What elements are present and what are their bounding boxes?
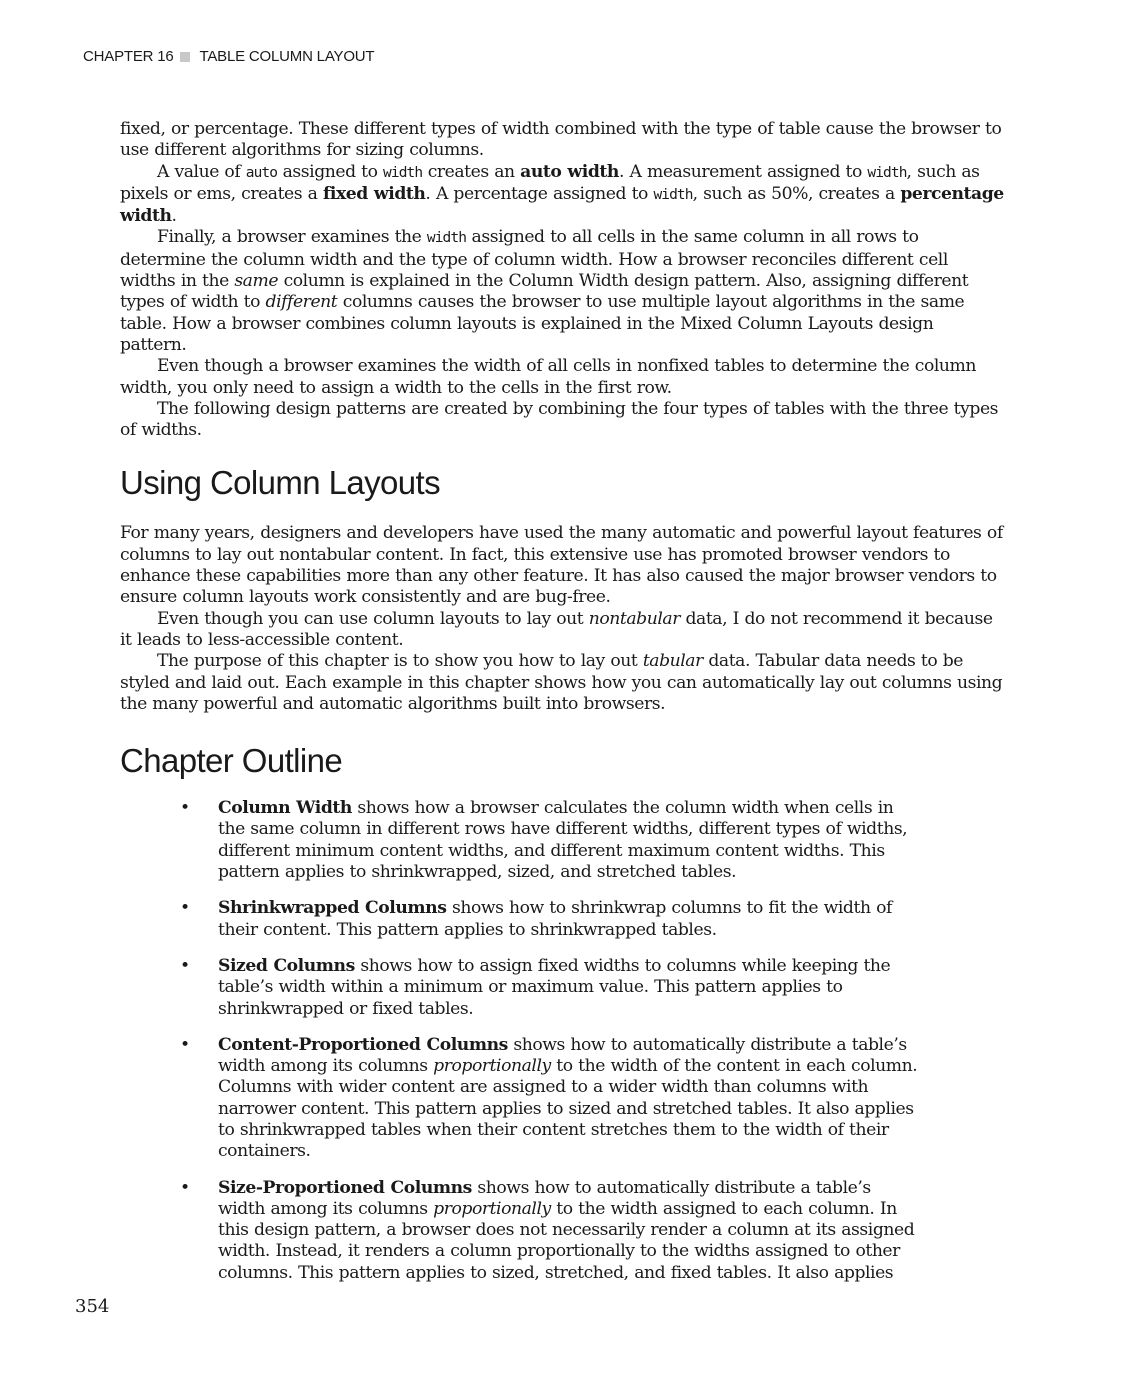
text: assigned to all cells in the same column in all rows to determine the column width and the type of column width. How a browser reconciles different cell widths in the xyxy=(120,227,948,292)
page-number: 354 xyxy=(75,1296,110,1317)
section-heading-using-column-layouts: Using Column Layouts xyxy=(120,464,440,502)
text: shows how to assign fixed widths to columns while keeping the table’s width within a minimum or maximum value. This pattern applies to shrinkwrapped or fixed tables. xyxy=(218,955,891,1019)
code-auto: auto xyxy=(245,164,278,181)
code-width: width xyxy=(653,186,693,203)
chapter-outline-list xyxy=(120,798,1005,1284)
text: . A measurement assigned to xyxy=(618,161,868,182)
text: The purpose of this chapter is to show you how to lay out xyxy=(157,651,643,672)
using-paragraph-3 xyxy=(120,651,1005,715)
list-item xyxy=(180,1177,918,1284)
term-auto-width: auto width xyxy=(520,161,619,182)
text: creates an xyxy=(422,161,521,182)
page-content xyxy=(120,119,1005,1299)
list-item xyxy=(180,798,918,883)
using-paragraph-2 xyxy=(120,609,1005,652)
intro-paragraph-1: fixed, or percentage. These different types of width combined with the type of table cause the browser to use different algorithms for sizing columns. xyxy=(120,119,1002,161)
intro-paragraph-4: Even though a browser examines the width of all cells in nonfixed tables to determine the column width, you only need to assign a width to the cells in the first row. xyxy=(120,356,977,398)
code-width: width xyxy=(383,164,423,181)
text: data, I do not recommend it because it leads to less-accessible content. xyxy=(120,608,993,650)
emphasis-same: same xyxy=(234,271,279,292)
pattern-title-sized-columns: Sized Columns xyxy=(218,955,355,976)
code-width: width xyxy=(867,164,907,181)
text: shows how to automatically distribute a table’s width among its columns xyxy=(218,1034,907,1077)
emphasis-nontabular: nontabular xyxy=(588,608,680,629)
list-item xyxy=(180,1034,918,1163)
text: to the width assigned to each column. In this design pattern, a browser does not necessarily render a column at its assigned width. Instead, it renders a column proportionally to the widths assigned to other columns. This pattern applies to sized, stretched, and fixed tables. It also applies xyxy=(218,1198,915,1283)
bullet-icon: • xyxy=(180,1177,190,1198)
text: column is explained in the Column Width design pattern. Also, assigning different types of width to xyxy=(120,271,969,313)
text: shows how a browser calculates the column width when cells in the same column in different rows have different widths, different types of widths, different minimum content widths, and different maximum content widths. This pattern applies to shrinkwrapped, sized, and stretched tables. xyxy=(218,798,908,883)
section-heading-chapter-outline: Chapter Outline xyxy=(120,742,343,780)
intro-paragraph-2 xyxy=(120,162,1005,228)
text: data. Tabular data needs to be styled and laid out. Each example in this chapter shows how you can automatically lay out columns using the many powerful and automatic algorithms built into browsers. xyxy=(120,651,1003,714)
running-header xyxy=(83,48,374,65)
pattern-title-shrinkwrapped-columns: Shrinkwrapped Columns xyxy=(218,898,447,919)
term-percentage-width: percentage width xyxy=(120,183,1004,227)
bullet-icon: • xyxy=(180,1034,190,1055)
bullet-icon: • xyxy=(180,798,190,819)
intro-paragraph-3 xyxy=(120,227,1005,356)
intro-paragraph-5: The following design patterns are created by combining the four types of tables with the three types of widths. xyxy=(120,398,999,441)
text: , such as 50%, creates a xyxy=(692,183,901,204)
text: . A percentage assigned to xyxy=(425,183,654,204)
list-item xyxy=(180,898,918,941)
text: Finally, a browser examines the xyxy=(157,227,427,248)
header-section: TABLE COLUMN LAYOUT xyxy=(199,48,375,65)
text: , such as pixels or ems, creates a xyxy=(120,161,980,204)
term-fixed-width: fixed width xyxy=(322,183,426,204)
pattern-title-size-proportioned-columns: Size-Proportioned Columns xyxy=(218,1177,472,1198)
text: A value of xyxy=(157,161,246,182)
list-item xyxy=(180,955,918,1020)
emphasis-tabular: tabular xyxy=(642,651,703,672)
emphasis-different: different xyxy=(265,292,338,313)
header-chapter: CHAPTER 16 xyxy=(83,48,174,65)
bullet-icon: • xyxy=(180,898,190,919)
pattern-link-column-width: Column Width xyxy=(218,798,352,819)
text: shows how to shrinkwrap columns to fit the width of their content. This pattern applies to shrinkwrapped tables. xyxy=(218,898,892,940)
using-paragraph-1: For many years, designers and developers have used the many automatic and powerful layout features of columns to lay out nontabular content. In fact, this extensive use has promoted browser vendors to enhance these capabilities more than any other feature. It has also caused the major browser vendors to ensure column layouts work consistently and are bug-free. xyxy=(120,523,1003,608)
text: assigned to xyxy=(277,161,384,182)
text: shows how to automatically distribute a table’s width among its columns xyxy=(218,1177,871,1219)
text: Even though you can use column layouts to lay out xyxy=(157,608,589,629)
text: columns causes the browser to use multiple layout algorithms in the same table. How a browser combines column layouts is explained in the Mixed Column Layouts design pattern. xyxy=(120,292,965,355)
text: . xyxy=(171,206,177,227)
pattern-title-content-proportioned-columns: Content-Proportioned Columns xyxy=(218,1034,508,1055)
code-width: width xyxy=(426,230,467,247)
text: to the width of the content in each column. Columns with wider content are assigned to a wider width than columns with narrower content. This pattern applies to sized and stretched tables. It also applies to shrinkwrapped tables when their content stretches them to the width of their containers. xyxy=(218,1056,918,1162)
bullet-icon: • xyxy=(180,955,190,976)
header-separator-square xyxy=(180,52,190,62)
emphasis-proportionally: proportionally xyxy=(433,1198,551,1219)
emphasis-proportionally: proportionally xyxy=(433,1056,551,1077)
